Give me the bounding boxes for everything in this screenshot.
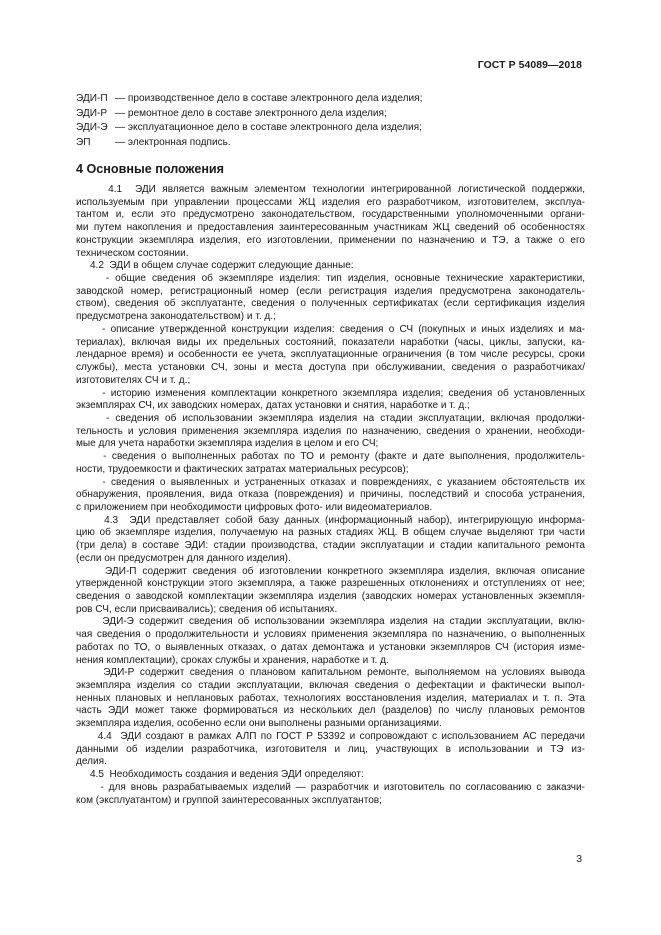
text-line: тантом и, если это предусмотрено законодательством, государственными уполномоченными органи- bbox=[76, 209, 585, 221]
text-line: часть ЭДИ может также формироваться из нескольких дел (разделов) по числу плановых ремонтов bbox=[76, 705, 585, 717]
text-line: (три дела) в составе ЭДИ: стадии производства, стадии эксплуатации и стадии капитального ремонта bbox=[76, 540, 585, 552]
text-line: работах по ТО, о выявленных отказах, о датах демонтажа и установки экземпляров СЧ (история изме- bbox=[76, 641, 585, 653]
text-line: териалах), включая виды их предельных состояний, показатели наработки (часы, циклы, запуски, ка- bbox=[76, 336, 585, 348]
text-line: ров СЧ, если присваивались); сведения об испытаниях. bbox=[76, 603, 338, 615]
text-line: 4.2 ЭДИ в общем случае содержит следующие данные: bbox=[76, 260, 354, 272]
text-line: ЭДИ-Р содержит сведения о плановом капитальном ремонте, выполняемом на условиях вывода bbox=[76, 667, 585, 679]
section-heading: 4 Основные положения bbox=[76, 162, 225, 176]
text-line: лендарное время) и особенности ее учета, эксплуатационные ограничения (в том числе ресурсы, сроки bbox=[76, 349, 585, 361]
text-line: - сведения об использовании экземпляра изделия на стадии эксплуатации, включая продолжи- bbox=[76, 412, 585, 424]
abbreviation-entry bbox=[76, 107, 422, 122]
text-line: ством), сведения об эксплуатанте, сведения о полученных сертификатах (если сертификация изделия bbox=[76, 298, 585, 310]
text-line: цию об экземпляре изделия, получаемую на разных стадиях ЖЦ. В общем случае выделяют три части bbox=[76, 527, 585, 539]
text-line: службы), места установки СЧ, зоны и места доступа при обслуживании, сведения о разработчиках/ bbox=[76, 362, 585, 374]
text-line: конструкции экземпляра изделия, его изготовлении, применении по назначению и ТЭ, а также о его bbox=[76, 234, 585, 246]
text-line: данными об изделии разработчика, изготовителя и лиц, участвующих в использовании и ТЭ из- bbox=[76, 743, 585, 755]
text-line: 4.1 ЭДИ является важным элементом технологии интегрированной логистической поддержки, bbox=[76, 184, 585, 195]
text-line: тельность и условия применения экземпляра изделия по назначению, сведения о хранении, необходи- bbox=[76, 425, 585, 437]
text-line: 4.3 ЭДИ представляет собой базу данных (информационный набор), интегрирующую информа- bbox=[76, 514, 585, 526]
text-line: экземпляра изделия, особенно если они выполнены разными организациями. bbox=[76, 718, 442, 730]
text-line: ности, трудоемкости и фактических затратах материальных ресурсов); bbox=[76, 463, 409, 475]
text-line: используемым при управлении процессами ЖЦ изделия его разработчиком, изготовителем, эксплуа- bbox=[76, 196, 585, 208]
text-line: (если он предусмотрен для данного изделия). bbox=[76, 552, 291, 564]
text-line: ми путем накопления и предоставления заинтересованным участникам ЖЦ сведений об особенностях bbox=[76, 222, 585, 234]
page-number: 3 bbox=[576, 854, 582, 865]
abbreviation-term: ЭП bbox=[76, 136, 91, 148]
section-body bbox=[76, 184, 585, 807]
text-line: обнаружения, проявления, вида отказа (повреждения) и причины, последствий и способа устранения, bbox=[76, 489, 585, 501]
text-line: заводской номер, регистрационный номер (если регистрация изделия предусмотрена законодатель- bbox=[76, 285, 585, 297]
abbreviation-entry bbox=[76, 121, 422, 136]
abbreviation-definition: — ремонтное дело в составе электронного дела изделия; bbox=[115, 107, 387, 119]
text-line: утвержденной конструкции этого экземпляра, а также разрешенных отклонениях и отступлениях от нее; bbox=[76, 578, 585, 590]
text-line: 4.5 Необходимость создания и ведения ЭДИ определяют: bbox=[76, 769, 364, 781]
abbreviation-term: ЭДИ-Э bbox=[76, 122, 108, 134]
text-line: чая сведения о продолжительности и условиях применения экземпляра по назначению, о выполненных bbox=[76, 629, 585, 641]
text-line: ненных плановых и неплановых работах, технологиях восстановления изделия, материалах и т. п. Эта bbox=[76, 692, 585, 704]
abbreviation-definition: — эксплуатационное дело в составе электронного дела изделия; bbox=[115, 122, 422, 134]
abbreviation-term: ЭДИ-П bbox=[76, 93, 108, 104]
text-line: ЭДИ-П содержит сведения об изготовлении конкретного экземпляра изделия, включая описание bbox=[76, 565, 585, 577]
abbreviation-definition: — производственное дело в составе электронного дела изделия; bbox=[115, 93, 423, 104]
abbreviation-list bbox=[76, 92, 422, 150]
text-line: с приложением при необходимости цифровых фото- или видеоматериалов. bbox=[76, 501, 433, 513]
text-line: - для вновь разрабатываемых изделий — разработчик и изготовитель по согласованию с заказчи- bbox=[76, 781, 585, 793]
text-line: 4.4 ЭДИ создают в рамках АЛП по ГОСТ Р 53392 и сопровождают с использованием АС передачи bbox=[76, 730, 585, 742]
abbreviation-definition: — электронная подпись. bbox=[115, 136, 231, 148]
text-line: - описание утвержденной конструкции изделия: сведения о СЧ (покупных и иных изделиях и ма- bbox=[76, 323, 585, 335]
text-line: - сведения о выявленных и устраненных отказах и повреждениях, с указанием обстоятельств их bbox=[76, 476, 585, 488]
abbreviation-term: ЭДИ-Р bbox=[76, 107, 108, 119]
text-line: предусмотрена законодательством) и т. д.; bbox=[76, 311, 276, 323]
text-line: экземпляра изделия со стадии эксплуатации, включая сведения о дефектации и фактически выпол- bbox=[76, 680, 585, 692]
text-line: - общие сведения об экземпляре изделия: тип изделия, основные технические характеристики, bbox=[76, 273, 585, 285]
text-line: сведения о заводской комплектации экземпляра изделия (заводских номерах установленных экземпля- bbox=[76, 591, 585, 602]
text-line: экземплярах СЧ, их заводских номерах, датах установки и снятия, наработке и т. д.; bbox=[76, 400, 470, 412]
text-line: изготовителях СЧ и т. д.; bbox=[76, 374, 191, 386]
text-line: ком (эксплуатантом) и группой заинтересованных эксплуатантов; bbox=[76, 794, 382, 806]
text-line: техническом состоянии. bbox=[76, 247, 189, 259]
standard-designation: ГОСТ Р 54089—2018 bbox=[477, 60, 582, 71]
text-line: нения комплектации), сроках службы и хранения, наработке и т. д. bbox=[76, 654, 389, 666]
text-line: ЭДИ-Э содержит сведения об использовании экземпляра изделия на стадии эксплуатации, вклю- bbox=[76, 616, 585, 628]
abbreviation-entry bbox=[76, 92, 422, 107]
text-line: делия. bbox=[76, 756, 107, 768]
abbreviation-entry bbox=[76, 136, 422, 151]
text-line: - сведения о выполненных работах по ТО и ремонту (факте и дате выполнения, продолжитель- bbox=[76, 451, 585, 463]
text-line: - историю изменения комплектации конкретного экземпляра изделия; сведения об установленных bbox=[76, 387, 585, 399]
text-line: мые для учета наработки экземпляра изделия в целом и его СЧ; bbox=[76, 438, 379, 450]
